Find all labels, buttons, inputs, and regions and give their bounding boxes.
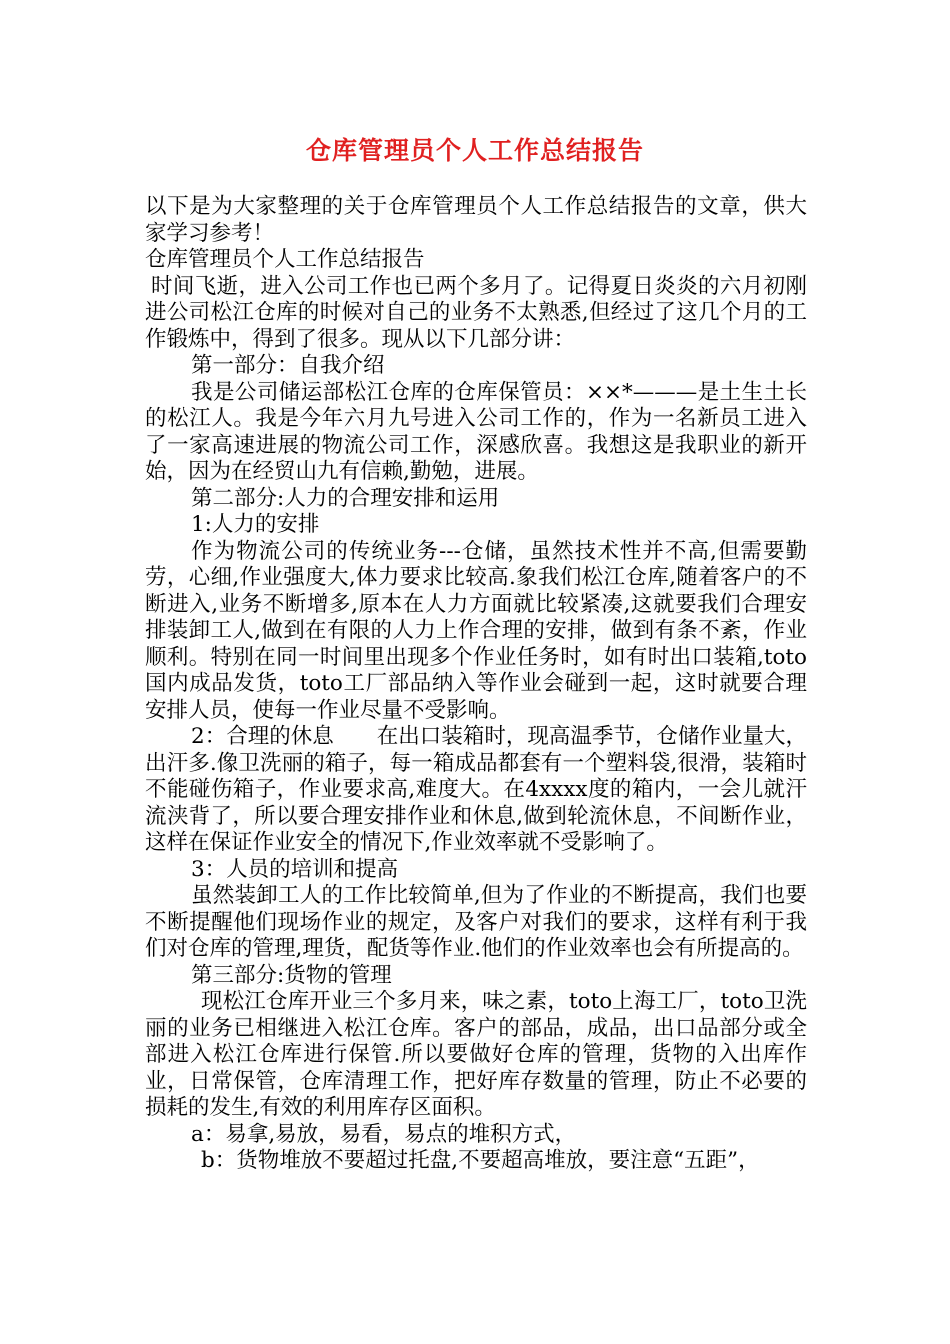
document-body <box>145 194 807 1175</box>
paragraph: 1:人力的安排 <box>191 512 320 537</box>
paragraph: 仓库管理员个人工作总结报告 <box>145 247 425 272</box>
paragraph: b：货物堆放不要超过托盘,不要超高堆放，要注意“五距”， <box>201 1148 760 1173</box>
paragraph: 2：合理的休息 在出口装箱时，现高温季节，仓储作业量大，出汗多.像卫洗丽的箱子，每一箱成品都套有一个塑料袋,很滑，装箱时不能碰伤箱子，作业要求高,难度大。在4xxxx度的箱内，一会儿就汗流浃背了，所以要合理安排作业和休息,做到轮流休息，不间断作业，这样在保证作业安全的情况下,作业效率就不受影响了。 <box>145 724 807 855</box>
paragraph: 作为物流公司的传统业务---仓储，虽然技术性并不高,但需要勤劳，心细,作业强度大,体力要求比较高.象我们松江仓库,随着客户的不断进入,业务不断增多,原本在人力方面就比较紧凑,这就要我们合理安排装卸工人,做到在有限的人力上作合理的安排，做到有条不紊，作业顺利。特别在同一时间里出现多个作业任务时，如有时出口装箱,toto国内成品发货，toto工厂部品纳入等作业会碰到一起，这时就要合理安排人员，使每一作业尽量不受影响。 <box>145 538 807 723</box>
paragraph: 第一部分：自我介绍 <box>191 353 385 378</box>
paragraph: 时间飞逝，进入公司工作也已两个多月了。记得夏日炎炎的六月初刚进公司松江仓库的时候对自己的业务不太熟悉,但经过了这几个月的工作锻炼中，得到了很多。现从以下几部分讲： <box>145 273 807 352</box>
document-title: 仓库管理员个人工作总结报告 <box>305 136 644 165</box>
paragraph: 第二部分:人力的合理安排和运用 <box>191 485 500 511</box>
paragraph: 现松江仓库开业三个多月来，味之素，toto上海工厂，toto卫洗丽的业务已相继进入松江仓库。客户的部品，成品，出口品部分或全部进入松江仓库进行保管.所以要做好仓库的管理，货物的入出库作业，日常保管，仓库清理工作，把好库存数量的管理，防止不必要的损耗的发生,有效的利用库存区面积。 <box>145 989 807 1120</box>
paragraph: a：易拿,易放，易看，易点的堆积方式， <box>191 1121 577 1147</box>
paragraph: 3：人员的培训和提高 <box>191 856 399 882</box>
paragraph: 虽然装卸工人的工作比较简单,但为了作业的不断提高，我们也要不断提醒他们现场作业的规定，及客户对我们的要求，这样有利于我们对仓库的管理,理货，配货等作业.他们的作业效率也会有所提高的。 <box>145 883 807 961</box>
paragraph: 第三部分:货物的管理 <box>191 962 392 988</box>
paragraph: 以下是为大家整理的关于仓库管理员个人工作总结报告的文章，供大家学习参考！ <box>145 194 807 246</box>
paragraph: 我是公司储运部松江仓库的仓库保管员：××*———是土生土长的松江人。我是今年六月九号进入公司工作的，作为一名新员工进入了一家高速进展的物流公司工作，深感欣喜。我想这是我职业的新开始，因为在经贸山九有信赖,勤勉，进展。 <box>145 379 807 484</box>
